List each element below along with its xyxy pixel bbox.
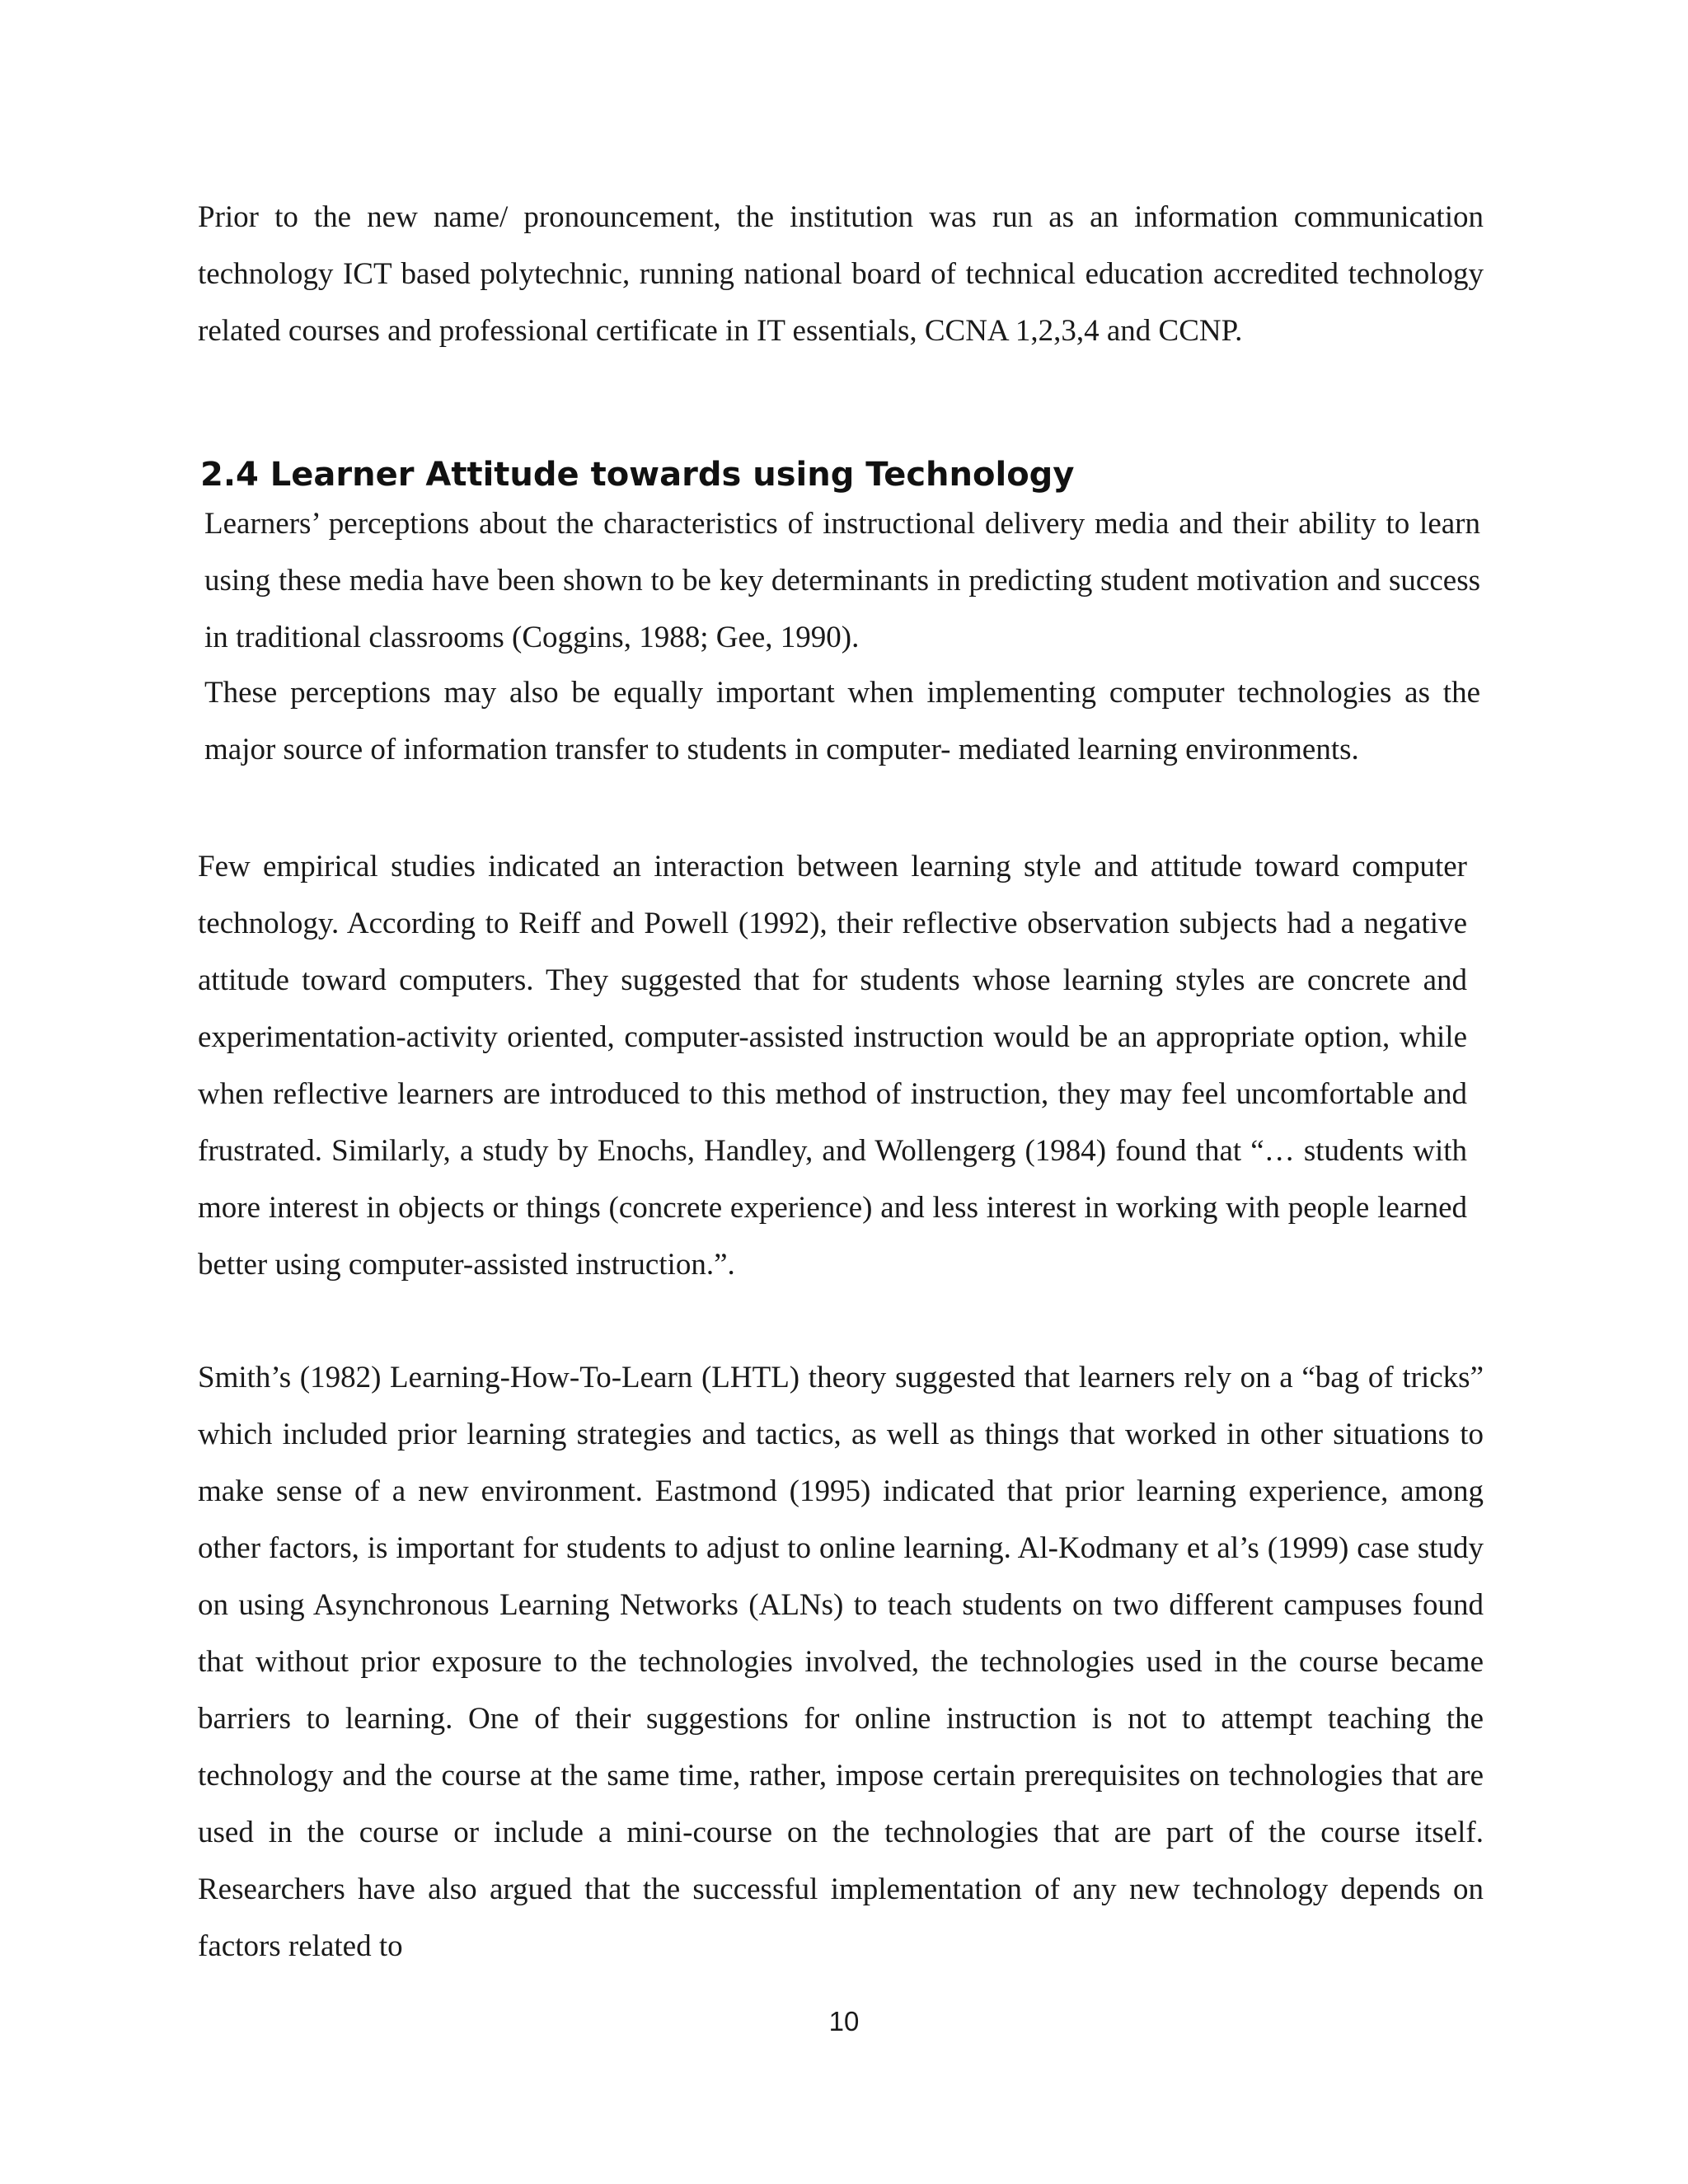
- page-number: 10: [828, 2006, 860, 2036]
- paragraph-perceptions-importance: These perceptions may also be equally important when implementing computer technologies as the major source of information transfer to students in computer- mediated learning environments.: [204, 676, 1480, 766]
- paragraph-learner-perceptions: Learners’ perceptions about the characteristics of instructional delivery media and their ability to learn using these media have been shown to be key determinants in predicting student motivation and success in traditional classrooms (Coggins, 1988; Gee, 1990).: [204, 507, 1480, 654]
- paragraph-empirical-studies: Few empirical studies indicated an interaction between learning style and attitude toward computer technology. According to Reiff and Powell (1992), their reflective observation subjects had a negative attitude toward computers. They suggested that for students whose learning styles are concrete and experimentation-activity oriented, computer-assisted instruction would be an appropriate option, while when reflective learners are introduced to this method of instruction, they may feel uncomfortable and frustrated. Similarly, a study by Enochs, Handley, and Wollengerg (1984) found that “… students with more interest in objects or things (concrete experience) and less interest in working with people learned better using computer-assisted instruction.”.: [198, 850, 1467, 1282]
- paragraph-lhtl-theory: Smith’s (1982) Learning-How-To-Learn (LHTL) theory suggested that learners rely on a “bag of tricks” which included prior learning strategies and tactics, as well as things that worked in other situations to make sense of a new environment. Eastmond (1995) indicated that prior learning experience, among other factors, is important for students to adjust to online learning. Al-Kodmany et al’s (1999) case study on using Asynchronous Learning Networks (ALNs) to teach students on two different campuses found that without prior exposure to the technologies involved, the technologies used in the course became barriers to learning. One of their suggestions for online instruction is not to attempt teaching the technology and the course at the same time, rather, impose certain prerequisites on technologies that are used in the course or include a mini-course on the technologies that are part of the course itself. Researchers have also argued that the successful implementation of any new technology depends on factors related to: [198, 1361, 1484, 1963]
- section-heading: 2.4 Learner Attitude towards using Technology: [200, 456, 1075, 494]
- paragraph-institution-history: Prior to the new name/ pronouncement, the institution was run as an information communication technology ICT based polytechnic, running national board of technical education accredited technology related courses and professional certificate in IT essentials, CCNA 1,2,3,4 and CCNP.: [198, 200, 1484, 348]
